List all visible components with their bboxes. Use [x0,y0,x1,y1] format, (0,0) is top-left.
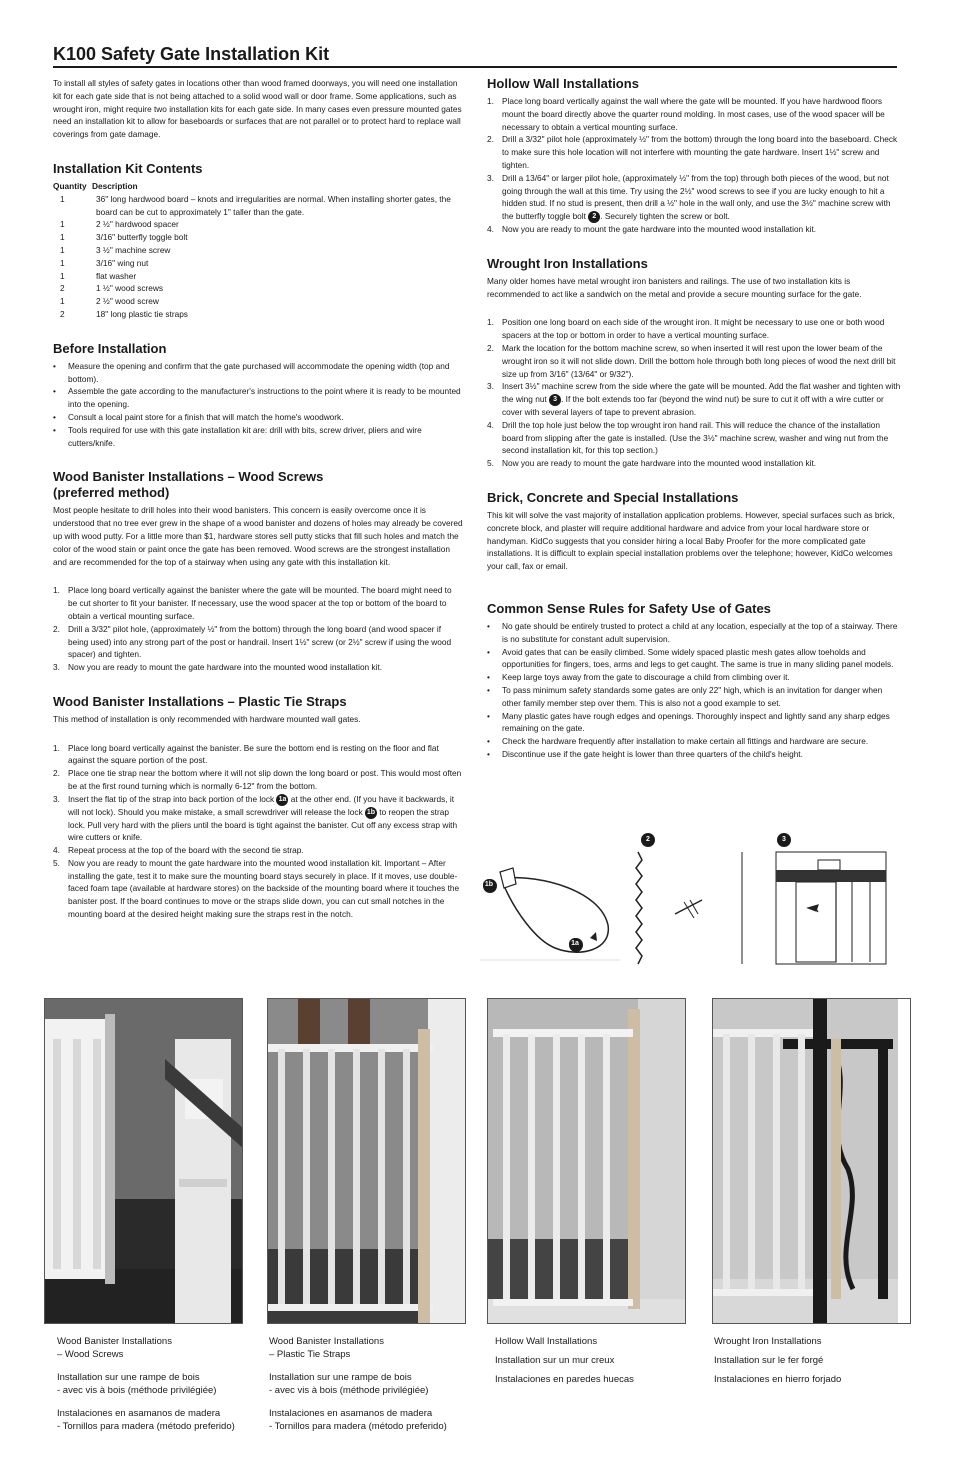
caption-hollow-wall [495,1335,695,1392]
photo-wood-screws-image [45,999,243,1324]
list-item: 4. Drill the top hole just below the top wrought iron hand rail. This will reduce the chance of the installation board from slipping after the gate is installed. (Use the 3½" machine screw, washer and wing nut from the second installation kit, for this top section.) [487,419,889,456]
caption-fr: Installation sur le fer forgé [714,1355,824,1366]
caption-es: Instalaciones en asamanos de madera - Tornillos para madera (método preferido) [269,1408,447,1432]
caption-wood-screws [57,1336,257,1444]
caption-tie-straps [269,1336,469,1444]
brick-heading: Brick, Concrete and Special Installations [487,489,739,505]
list-item: 2. Drill a 3/32" pilot hole (approximately ½" from the bottom) through the long board into the baseboard. Check to make sure this hole location will not interfere with mounting the gate hardware. Insert 1½" screw and tighten. [487,134,898,170]
caption-en: Wood Banister Installations – Plastic Tie Straps [269,1336,384,1360]
list-item: 1 3 ½" machine screw [60,244,171,255]
wrought-iron-diagram [772,830,890,966]
list-item: 3. Drill a 13/64" or larger pilot hole, (approximately ½" from the top) through both pieces of the wood, but not going through the wall at this time. Try using the 2½" wood screws to see if you are lucky enough to hit a hidden stud. If no stud is present, then drill a ½" hole in the wall only, and use the 3½" machine screw with the butterfly toggle bolt 2 . Securely tighten the screw or bolt. [487,172,891,222]
kit-col-quantity: Quantity [53,180,87,191]
list-item: • Check the hardware frequently after installation to make certain all fittings and hardware are secure. [487,736,869,747]
tie-straps-steps [53,742,463,921]
caption-es: Instalaciones en asamanos de madera - Tornillos para madera (método preferido) [57,1408,235,1432]
figure-label-1b: 1b [483,879,495,891]
photo-tie-straps-image [268,999,466,1324]
wrought-heading: Wrought Iron Installations [487,255,648,271]
list-item: 1 flat washer [60,270,137,281]
photo-hollow-wall-image [488,999,686,1324]
photo-tie-straps [267,998,466,1324]
list-item: 1. Place long board vertically against the wall where the gate will be mounted. If you have hardwood floors mount the board directly above the quarter round molding. In most cases, use of the wood spacer will be necessary to obtain a vertical mounting surface. [487,96,885,132]
list-item: 2 18" long plastic tie straps [60,308,188,319]
list-item: • Discontinue use if the gate height is lower than three quarters of the child's height. [487,748,803,759]
list-item: • Assemble the gate according to the manufacturer's instructions to the point where it is ready to be mounted into the opening. [53,386,461,410]
left-column [53,76,463,921]
caption-fr: Installation sur une rampe de bois - avec vis à bois (méthode privilégiée) [269,1372,429,1396]
caption-en: Hollow Wall Installations [495,1336,598,1347]
intro-paragraph: To install all styles of safety gates in locations other than wood framed doorways, you will need one installation kit for each gate side that is not being attached to a solid wood wall or door frame. Some applications, such as wrought iron, might require two installation kits for each gate side. In many cases even pressure mounted gates need an installation kit to allow for baseboards or surfaces that are not parallel or to protect hard to replace wall coverings from gate damage. [53,78,462,140]
badge-3: 3 [549,394,561,406]
title-rule [53,66,897,68]
list-item: 1 3/16" wing nut [60,257,149,268]
list-item: 5. Now you are ready to mount the gate hardware into the mounted wood installation kit. [487,458,817,469]
list-item: • Keep large toys away from the gate to discourage a child from climbing over it. [487,672,790,683]
rules-list [487,620,901,761]
list-item: • Avoid gates that can be easily climbed. Some widely spaced plastic mesh gates allow toeholds and opportunities for fingers, toes, arms and legs to get caught. The same is true in many sliding panel models. [487,646,894,670]
list-item: 1 36" long hardwood board – knots and irregularities are normal. When installing shorter gates, the board can be cut to approximately 1" taller than the gate. [60,193,451,217]
list-item: • Tools required for use with this gate installation kit are: drill with bits, screw driver, pliers and wire cutters/knife. [53,424,422,448]
before-list [53,360,463,450]
list-item: 1 2 ½" hardwood spacer [60,219,179,230]
list-item: • No gate should be entirely trusted to protect a child at any location, especially at the top of a stairway. There is no substitute for constant adult supervision. [487,620,898,644]
list-item: • Many plastic gates have rough edges and openings. Thoroughly inspect and lightly sand any sharp edges remaining on the gate. [487,710,890,734]
list-item: • To pass minimum safety standards some gates are only 22" high, which is an invitation for danger when other family member step over them. This is also not a good example to set. [487,684,883,708]
photo-wood-screws [44,998,243,1324]
list-item: 4. Repeat process at the top of the board with the second tie strap. [53,845,304,856]
caption-fr: Installation sur une rampe de bois - avec vis à bois (méthode privilégiée) [57,1372,217,1396]
caption-en: Wood Banister Installations – Wood Screws [57,1336,172,1360]
caption-en: Wrought Iron Installations [714,1336,822,1347]
list-item: 1 2 ½" wood screw [60,296,159,307]
list-item: 1. Place long board vertically against the banister where the gate will be mounted. The board might need to be cut shorter to fit your banister. If necessary, use the wood spacer at the top or bottom of the board to obtain a vertical mounting surface. [53,585,452,621]
caption-fr: Installation sur un mur creux [495,1355,615,1366]
photo-hollow-wall [487,998,686,1324]
list-item: 1 3/16" butterfly toggle bolt [60,232,188,243]
tie-straps-body: This method of installation is only recommended with hardware mounted wall gates. [53,713,361,724]
kit-list [53,193,463,321]
page-title: K100 Safety Gate Installation Kit [53,44,330,64]
list-item: 2. Mark the location for the bottom machine screw, so when inserted it will rest upon the lower beam of the wrought iron so it will not slide down. Drill the bottom hole through both long pieces of wood the next drill bit size up from 3/16" (13/64" or 9/32"). [487,342,896,379]
list-item: 1. Place long board vertically against the banister. Be sure the bottom end is resting on the floor and flat against the square portion of the post. [53,742,439,766]
caption-wrought-iron [714,1335,914,1392]
list-item: 3. Insert the flat tip of the strap into back portion of the lock 1a at the other end. (If you have it backwards, it will not lock). Should you make mistake, a small screwdriver will release the lock 1b to reopen the strap lock. Pull very hard with the pliers until the board is tight against the banister. Cut off any excess strap with wire cutters or knife. [53,793,458,843]
figure-label-1a: 1a [569,938,581,950]
list-item: • Consult a local paint store for a finish that will match the home's woodwork. [53,411,344,422]
kit-heading: Installation Kit Contents [53,160,203,176]
wrought-steps [487,316,901,470]
rules-heading: Common Sense Rules for Safety Use of Gates [487,600,771,616]
photo-wrought-iron [712,998,911,1324]
hollow-heading: Hollow Wall Installations [487,76,639,91]
caption-es: Instalaciones en paredes huecas [495,1374,634,1385]
list-item: 3. Insert 3½" machine screw from the side where the gate will be mounted. Add the flat washer and tighten with the wing nut 3 . If the bolt extends too far (beyond the wind nut) be sure to cut it off with a wire cutter or cover with several layers of tape to prevent abrasion. [487,381,901,417]
list-item: 1. Position one long board on each side of the wrought iron. It might be necessary to use one or both wood spacers at the top or bottom in order to have a vertical mounting surface. [487,317,885,341]
list-item: • Measure the opening and confirm that the gate purchased will accommodate the opening width (top and bottom). [53,360,450,384]
hollow-wall-diagram [630,830,750,966]
diagram-figures [480,830,900,966]
wood-screws-body: Most people hesitate to drill holes into their wood banisters. This concern is easily overcome once it is understood that no tree ever grew in the shape of a wood banister and dozens of holes may already be covered up with wood putty. For a little more than $1, hardware stores sell putty sticks that fill such holes and match the color of the wood stain or paint once the gate has been removed. Wood screws are the strongest installation and are recommended for the top of a stairway when using any gate with this installation kit. [53,505,463,567]
list-item: 3. Now you are ready to mount the gate hardware into the mounted wood installation kit. [53,662,383,673]
list-item: 5. Now you are ready to mount the gate hardware into the mounted wood installation kit. Important – After installing the gate, test it to make sure the mounting board stays securely in place. If it moves, use double-faced foam tape (available at hardware stores) on the backside of the mounting board where it touches the banister post. If the board continues to move or the straps slide down, you can cut small notches in the mounting board at the desired height making sure the straps rest in the notch. [53,857,460,920]
kit-col-description: Description [91,180,138,191]
list-item: 2. Place one tie strap near the bottom where it will not slip down the long board or post. This would most often be at the first round turning which is normally 6-12" from the bottom. [53,768,462,792]
wrought-body: Many older homes have metal wrought iron banisters and railings. The use of two installation kits is recommended to act like a sandwich on the metal and provide a secure mounting surface for the gate. [487,275,862,299]
badge-1a: 1a [276,794,288,806]
brick-body: This kit will solve the vast majority of installation application problems. However, special surfaces such as brick, concrete block, and plaster will require additional hardware and advice from your local hardware store or handyman. KidCo suggests that you consider hiring a local Baby Proofer for the more complicated gate installations. It is difficult to explain special installation problems over the telephone; however, KidCo welcomes your call, fax or email. [487,509,895,572]
tie-strap-diagram [480,850,620,966]
tie-straps-heading: Wood Banister Installations – Plastic Tie Straps [53,693,347,709]
badge-1b: 1b [365,807,377,819]
wood-screws-steps [53,584,463,674]
before-heading: Before Installation [53,340,167,356]
caption-es: Instalaciones en hierro forjado [714,1374,842,1385]
list-item: 2. Drill a 3/32" pilot hole, (approximately ½" from the bottom) through the long board (and wood spacer if being used) into any strong part of the post or handrail. Insert 1½" screw (or 2½" screw if using the wood spacer) and tighten. [53,623,452,660]
figure-label-3: 3 [778,834,790,846]
badge-2: 2 [588,211,600,223]
wood-screws-heading: Wood Banister Installations – Wood Screws (preferred method) [53,469,324,501]
right-column [487,76,901,761]
list-item: 4. Now you are ready to mount the gate hardware into the mounted wood installation kit. [487,223,817,234]
photo-wrought-iron-image [713,999,898,1324]
figure-label-2: 2 [642,834,654,846]
kit-table-header [53,180,463,193]
list-item: 2 1 ½" wood screws [60,283,164,294]
hollow-steps [487,95,901,236]
